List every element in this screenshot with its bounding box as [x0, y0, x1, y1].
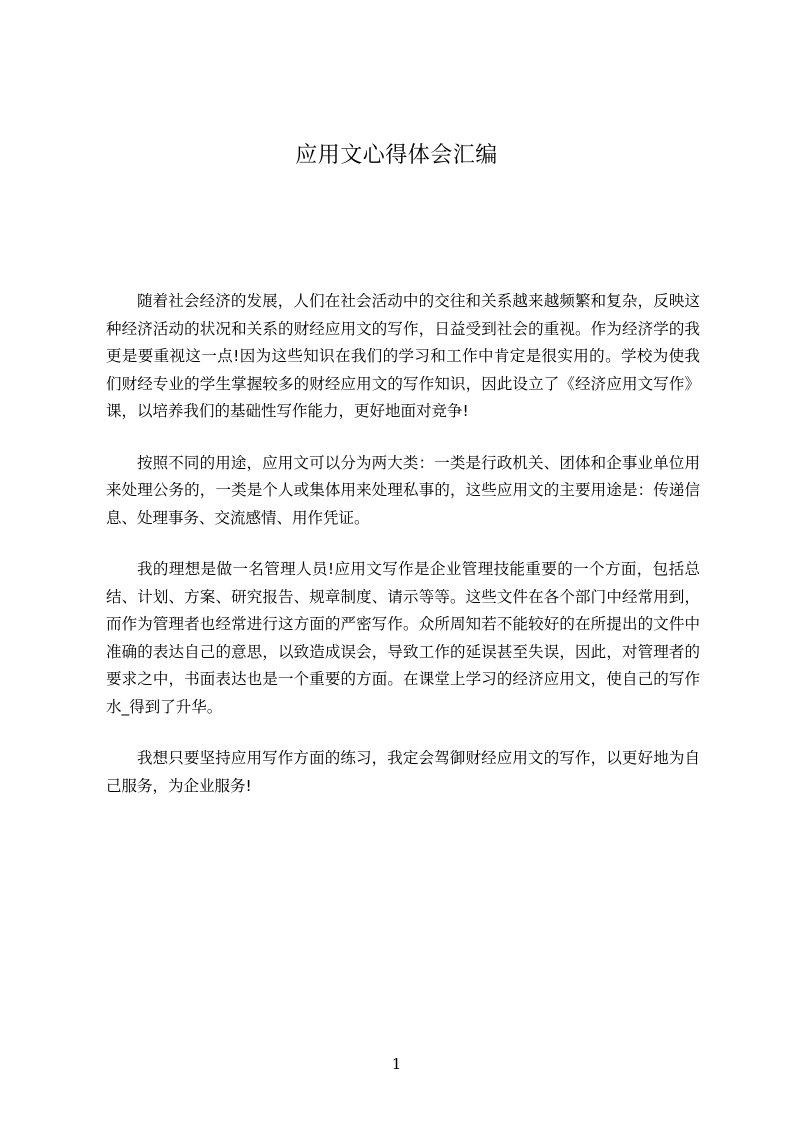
- document-title: 应用文心得体会汇编: [295, 143, 498, 168]
- document-body: [106, 288, 700, 824]
- page-number: 1: [391, 1055, 402, 1073]
- paragraph-3: 我的理想是做一名管理人员!应用文写作是企业管理技能重要的一个方面，包括总结、计划、方案、研究报告、规章制度、请示等等。这些文件在各个部门中经常用到，而作为管理者也经常进行这方面的严密写作。众所周知若不能较好的在所提出的文件中准确的表达自己的意思，以致造成误会，导致工作的延误甚至失误，因此，对管理者的要求之中，书面表达也是一个重要的方面。在课堂上学习的经济应用文，使自己的写作水_得到了升华。: [106, 560, 700, 716]
- paragraph-1: 随着社会经济的发展，人们在社会活动中的交往和关系越来越频繁和复杂，反映这种经济活动的状况和关系的财经应用文的写作，日益受到社会的重视。作为经济学的我更是要重视这一点!因为这些知识在我们的学习和工作中肯定是很实用的。学校为使我们财经专业的学生掌握较多的财经应用文的写作知识，因此设立了《经济应用文写作》课，以培养我们的基础性写作能力，更好地面对竞争!: [106, 292, 700, 420]
- paragraph-4: 我想只要坚持应用写作方面的练习，我定会驾御财经应用文的写作，以更好地为自己服务，为企业服务!: [106, 749, 700, 795]
- paragraph-2: 按照不同的用途，应用文可以分为两大类：一类是行政机关、团体和企事业单位用来处理公务的，一类是个人或集体用来处理私事的，这些应用文的主要用途是：传递信息、处理事务、交流感情、用作凭证。: [106, 453, 700, 527]
